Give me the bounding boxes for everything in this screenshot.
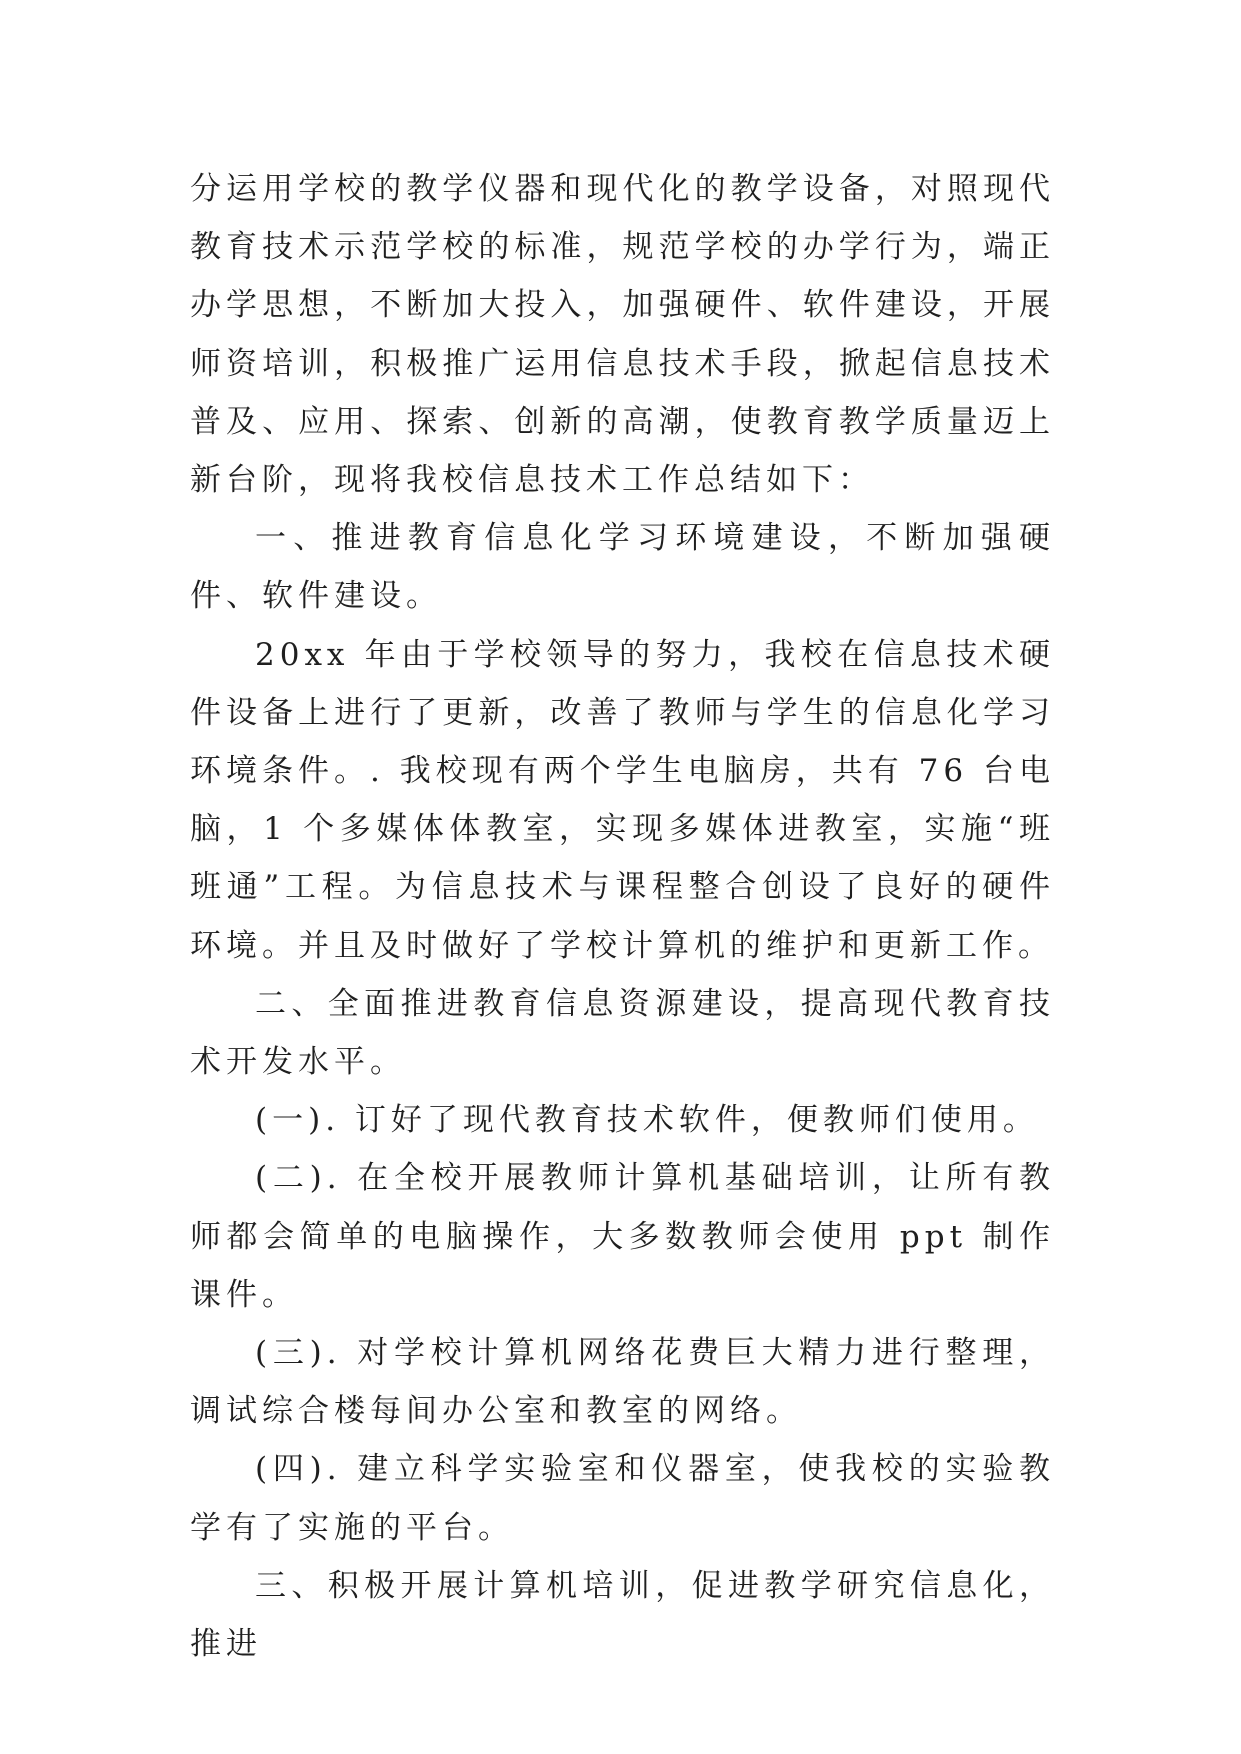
intro-paragraph: 分运用学校的教学仪器和现代化的教学设备，对照现代教育技术示范学校的标准，规范学校的办学行为，端正办学思想，不断加大投入，加强硬件、软件建设，开展师资培训，积极推广运用信息技术手段，掀起信息技术普及、应用、探索、创新的高潮，使教育教学质量迈上新台阶，现将我校信息技术工作总结如下： [190, 171, 1055, 499]
section-2-item-2: (二). 在全校开展教师计算机基础培训，让所有教师都会简单的电脑操作，大多数教师会使用 ppt 制作课件。 [190, 1160, 1055, 1313]
section-2-heading: 二、全面推进教育信息资源建设，提高现代教育技术开发水平。 [190, 985, 1055, 1081]
document-body [190, 160, 1055, 1673]
section-1-body: 20xx 年由于学校领导的努力，我校在信息技术硬件设备上进行了更新，改善了教师与学生的信息化学习环境条件。. 我校现有两个学生电脑房，共有 76 台电脑，1 个多媒体体教室，实现多媒体进教室，实施“班班通”工程。为信息技术与课程整合创设了良好的硬件环境。并且及时做好了学校计算机的维护和更新工作。 [190, 636, 1055, 964]
section-1-heading: 一、推进教育信息化学习环境建设，不断加强硬件、软件建设。 [190, 520, 1055, 615]
section-2-item-1: (一). 订好了现代教育技术软件，便教师们使用。 [255, 1102, 1039, 1139]
section-3-heading: 三、积极开展计算机培训，促进教学研究信息化，推进 [190, 1567, 1055, 1663]
section-2-item-3: (三). 对学校计算机网络花费巨大精力进行整理，调试综合楼每间办公室和教室的网络。 [190, 1335, 1055, 1430]
section-2-item-4: (四). 建立科学实验室和仪器室，使我校的实验教学有了实施的平台。 [190, 1451, 1055, 1546]
